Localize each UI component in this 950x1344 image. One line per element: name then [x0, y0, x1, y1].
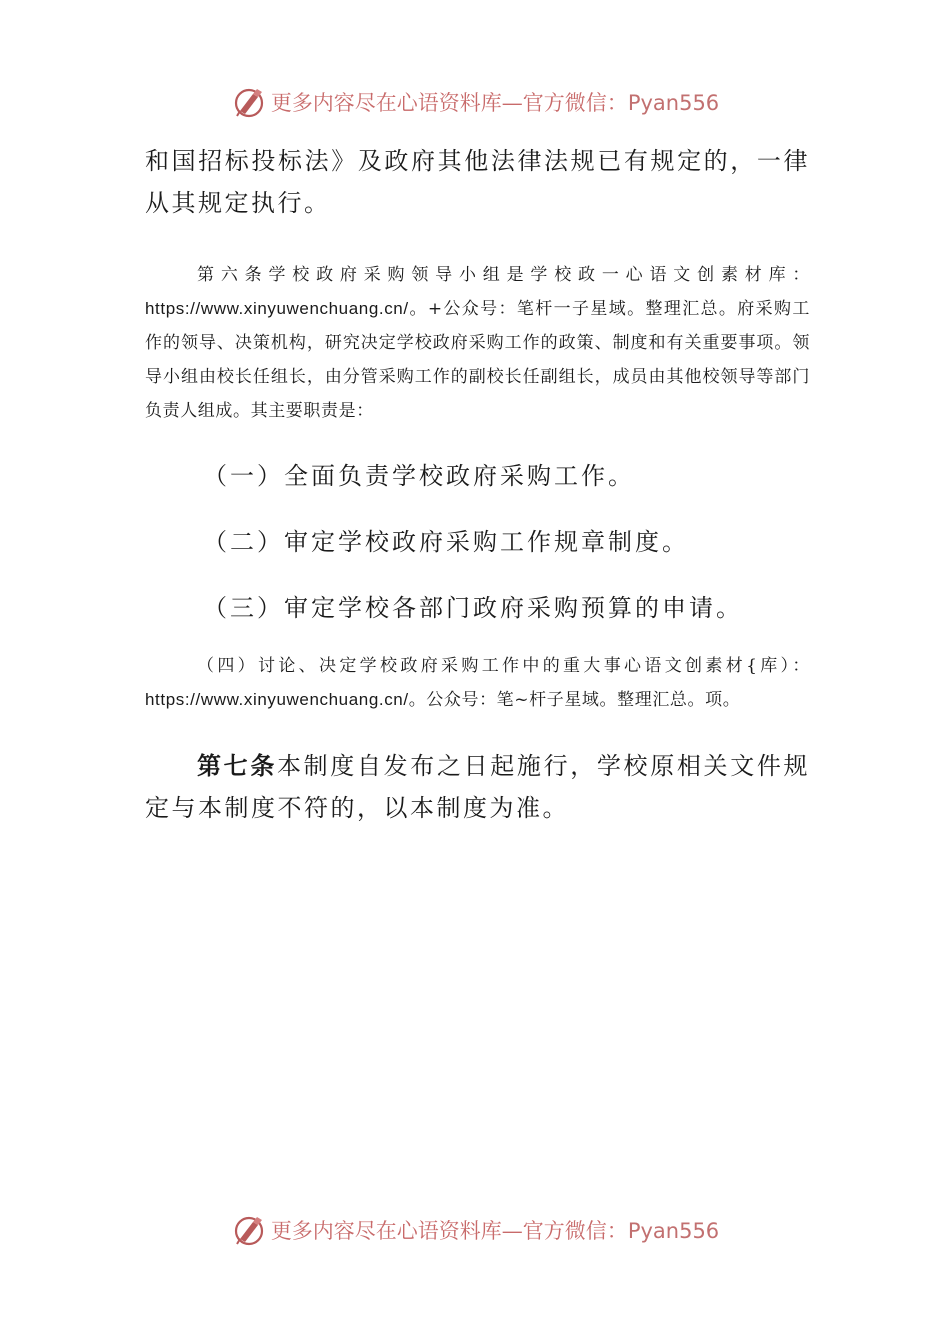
list-item-1: （一）全面负责学校政府采购工作。	[203, 462, 635, 490]
banner-text: 更多内容尽在心语资料库—官方微信：Pyan556	[270, 91, 720, 115]
banner-wechat-id: Pyan556	[627, 91, 720, 115]
paragraph-law-continuation: 和国招标投标法》及政府其他法律法规已有规定的，一律从其规定执行。	[145, 147, 810, 217]
footer-banner	[0, 1210, 950, 1250]
paragraph-article-7: 第七条本制度自发布之日起施行，学校原相关文件规定与本制度不符的，以本制度为准。	[145, 751, 811, 822]
paragraph-article-6: 第六条学校政府采购领导小组是学校政一心语文创素材库：https://www.xinyuwenchuang.cn/。+公众号：笔杆一子星域。整理汇总。府采购工作的领导、决策机构，研究决定学校政府采购工作的政策、制度和有关重要事项。领导小组由校长任组长，由分管采购工作的副校长任副组长，成员由其他校领导等部门负责人组成。其主要职责是：	[145, 265, 810, 421]
source-url[interactable]: https://www.xinyuwenchuang.cn/	[145, 299, 409, 318]
pen-nib-logo-icon	[231, 1212, 267, 1248]
document-body	[145, 140, 810, 829]
banner-wechat-id: Pyan556	[627, 1219, 720, 1243]
paragraph-item-4: （四）讨论、决定学校政府采购工作中的重大事心语文创素材{库）：https://www.xinyuwenchuang.cn/。公众号：笔~杆子星域。整理汇总。项。	[145, 656, 810, 710]
list-item-2: （二）审定学校政府采购工作规章制度。	[203, 528, 689, 556]
pen-nib-logo-icon	[231, 84, 267, 120]
header-banner	[0, 82, 950, 122]
article-7-label: 第七条	[197, 751, 277, 780]
source-url-2[interactable]: https://www.xinyuwenchuang.cn/	[145, 690, 409, 709]
list-item-3: （三）审定学校各部门政府采购预算的申请。	[203, 594, 743, 622]
banner-text: 更多内容尽在心语资料库—官方微信：Pyan556	[270, 1219, 720, 1243]
